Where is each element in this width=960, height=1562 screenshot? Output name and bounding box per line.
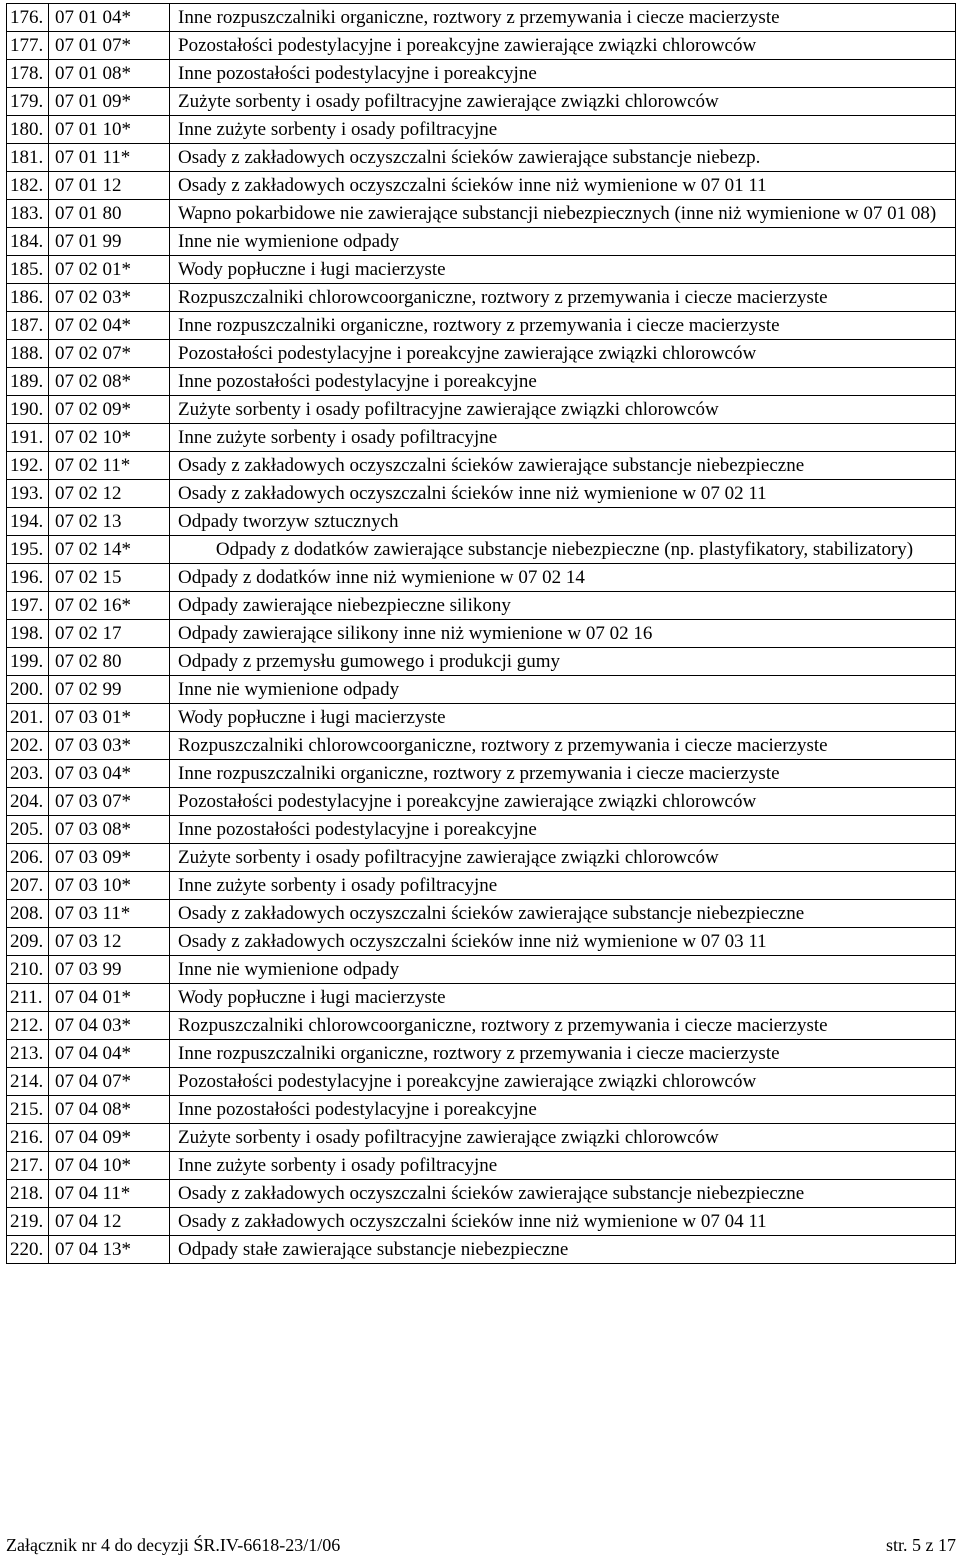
waste-description: Inne pozostałości podestylacyjne i poreakcyjne bbox=[170, 368, 956, 396]
waste-description: Odpady zawierające niebezpieczne silikony bbox=[170, 592, 956, 620]
waste-description: Odpady zawierające silikony inne niż wymienione w 07 02 16 bbox=[170, 620, 956, 648]
waste-code: 07 04 09* bbox=[49, 1124, 170, 1152]
waste-description: Osady z zakładowych oczyszczalni ścieków inne niż wymienione w 07 02 11 bbox=[170, 480, 956, 508]
row-number: 207. bbox=[7, 872, 49, 900]
waste-code: 07 02 15 bbox=[49, 564, 170, 592]
table-row bbox=[7, 284, 956, 312]
row-number: 215. bbox=[7, 1096, 49, 1124]
waste-code: 07 02 12 bbox=[49, 480, 170, 508]
waste-description: Pozostałości podestylacyjne i poreakcyjne zawierające związki chlorowców bbox=[170, 340, 956, 368]
row-number: 203. bbox=[7, 760, 49, 788]
table-row bbox=[7, 1180, 956, 1208]
waste-code: 07 01 10* bbox=[49, 116, 170, 144]
row-number: 206. bbox=[7, 844, 49, 872]
row-number: 195. bbox=[7, 536, 49, 564]
table-row bbox=[7, 676, 956, 704]
waste-code: 07 01 12 bbox=[49, 172, 170, 200]
table-row bbox=[7, 816, 956, 844]
waste-description: Wody popłuczne i ługi macierzyste bbox=[170, 256, 956, 284]
waste-description: Wapno pokarbidowe nie zawierające substancji niebezpiecznych (inne niż wymienione w 07 01 08) bbox=[170, 200, 956, 228]
waste-description: Odpady z przemysłu gumowego i produkcji gumy bbox=[170, 648, 956, 676]
row-number: 193. bbox=[7, 480, 49, 508]
waste-description: Inne zużyte sorbenty i osady pofiltracyjne bbox=[170, 1152, 956, 1180]
row-number: 202. bbox=[7, 732, 49, 760]
waste-code: 07 03 09* bbox=[49, 844, 170, 872]
waste-code: 07 02 11* bbox=[49, 452, 170, 480]
row-number: 200. bbox=[7, 676, 49, 704]
table-row bbox=[7, 592, 956, 620]
waste-code: 07 03 08* bbox=[49, 816, 170, 844]
waste-code: 07 03 03* bbox=[49, 732, 170, 760]
waste-description: Inne rozpuszczalniki organiczne, roztwory z przemywania i ciecze macierzyste bbox=[170, 1040, 956, 1068]
waste-description: Zużyte sorbenty i osady pofiltracyjne zawierające związki chlorowców bbox=[170, 88, 956, 116]
row-number: 181. bbox=[7, 144, 49, 172]
row-number: 191. bbox=[7, 424, 49, 452]
waste-description: Odpady z dodatków zawierające substancje niebezpieczne (np. plastyfikatory, stabilizatory) bbox=[170, 536, 956, 564]
row-number: 188. bbox=[7, 340, 49, 368]
row-number: 180. bbox=[7, 116, 49, 144]
waste-description: Pozostałości podestylacyjne i poreakcyjne zawierające związki chlorowców bbox=[170, 32, 956, 60]
waste-description: Osady z zakładowych oczyszczalni ścieków zawierające substancje niebezp. bbox=[170, 144, 956, 172]
table-row bbox=[7, 1096, 956, 1124]
waste-code: 07 01 08* bbox=[49, 60, 170, 88]
row-number: 201. bbox=[7, 704, 49, 732]
waste-code: 07 02 04* bbox=[49, 312, 170, 340]
table-row bbox=[7, 452, 956, 480]
table-row bbox=[7, 704, 956, 732]
table-row bbox=[7, 340, 956, 368]
row-number: 190. bbox=[7, 396, 49, 424]
waste-description: Inne rozpuszczalniki organiczne, roztwory z przemywania i ciecze macierzyste bbox=[170, 312, 956, 340]
row-number: 194. bbox=[7, 508, 49, 536]
waste-code: 07 03 11* bbox=[49, 900, 170, 928]
table-row bbox=[7, 1124, 956, 1152]
waste-description: Pozostałości podestylacyjne i poreakcyjne zawierające związki chlorowców bbox=[170, 788, 956, 816]
table-row bbox=[7, 844, 956, 872]
waste-code: 07 02 03* bbox=[49, 284, 170, 312]
row-number: 220. bbox=[7, 1236, 49, 1264]
table-row bbox=[7, 536, 956, 564]
row-number: 211. bbox=[7, 984, 49, 1012]
waste-description: Zużyte sorbenty i osady pofiltracyjne zawierające związki chlorowców bbox=[170, 396, 956, 424]
row-number: 210. bbox=[7, 956, 49, 984]
row-number: 196. bbox=[7, 564, 49, 592]
table-row bbox=[7, 788, 956, 816]
row-number: 209. bbox=[7, 928, 49, 956]
waste-code: 07 02 01* bbox=[49, 256, 170, 284]
waste-description: Wody popłuczne i ługi macierzyste bbox=[170, 984, 956, 1012]
footer-page-number: str. 5 z 17 bbox=[886, 1535, 956, 1555]
row-number: 178. bbox=[7, 60, 49, 88]
waste-description: Wody popłuczne i ługi macierzyste bbox=[170, 704, 956, 732]
table-row bbox=[7, 1236, 956, 1264]
table-row bbox=[7, 200, 956, 228]
table-row bbox=[7, 32, 956, 60]
waste-code: 07 02 17 bbox=[49, 620, 170, 648]
waste-description: Osady z zakładowych oczyszczalni ścieków inne niż wymienione w 07 01 11 bbox=[170, 172, 956, 200]
row-number: 184. bbox=[7, 228, 49, 256]
table-row bbox=[7, 928, 956, 956]
table-row bbox=[7, 564, 956, 592]
table-row bbox=[7, 956, 956, 984]
waste-description: Inne zużyte sorbenty i osady pofiltracyjne bbox=[170, 872, 956, 900]
waste-code: 07 04 12 bbox=[49, 1208, 170, 1236]
waste-code: 07 01 99 bbox=[49, 228, 170, 256]
waste-description: Zużyte sorbenty i osady pofiltracyjne zawierające związki chlorowców bbox=[170, 844, 956, 872]
waste-code: 07 02 14* bbox=[49, 536, 170, 564]
waste-description: Inne pozostałości podestylacyjne i poreakcyjne bbox=[170, 1096, 956, 1124]
table-row bbox=[7, 900, 956, 928]
row-number: 216. bbox=[7, 1124, 49, 1152]
table-row bbox=[7, 872, 956, 900]
row-number: 212. bbox=[7, 1012, 49, 1040]
waste-description: Inne pozostałości podestylacyjne i poreakcyjne bbox=[170, 816, 956, 844]
row-number: 177. bbox=[7, 32, 49, 60]
waste-description: Inne zużyte sorbenty i osady pofiltracyjne bbox=[170, 116, 956, 144]
waste-code: 07 04 07* bbox=[49, 1068, 170, 1096]
table-row bbox=[7, 648, 956, 676]
waste-code: 07 03 99 bbox=[49, 956, 170, 984]
waste-description: Inne nie wymienione odpady bbox=[170, 956, 956, 984]
waste-code: 07 01 09* bbox=[49, 88, 170, 116]
table-row bbox=[7, 1012, 956, 1040]
waste-code: 07 01 80 bbox=[49, 200, 170, 228]
waste-description: Osady z zakładowych oczyszczalni ścieków inne niż wymienione w 07 04 11 bbox=[170, 1208, 956, 1236]
waste-description: Inne pozostałości podestylacyjne i poreakcyjne bbox=[170, 60, 956, 88]
waste-code: 07 04 13* bbox=[49, 1236, 170, 1264]
row-number: 199. bbox=[7, 648, 49, 676]
row-number: 176. bbox=[7, 4, 49, 32]
table-row bbox=[7, 1040, 956, 1068]
waste-description: Osady z zakładowych oczyszczalni ścieków zawierające substancje niebezpieczne bbox=[170, 900, 956, 928]
waste-description: Osady z zakładowych oczyszczalni ścieków zawierające substancje niebezpieczne bbox=[170, 452, 956, 480]
row-number: 214. bbox=[7, 1068, 49, 1096]
table-row bbox=[7, 424, 956, 452]
waste-code: 07 01 04* bbox=[49, 4, 170, 32]
table-row bbox=[7, 508, 956, 536]
table-row bbox=[7, 88, 956, 116]
table-row bbox=[7, 4, 956, 32]
row-number: 197. bbox=[7, 592, 49, 620]
waste-code: 07 04 04* bbox=[49, 1040, 170, 1068]
waste-code: 07 02 10* bbox=[49, 424, 170, 452]
waste-description: Odpady stałe zawierające substancje niebezpieczne bbox=[170, 1236, 956, 1264]
row-number: 205. bbox=[7, 816, 49, 844]
row-number: 185. bbox=[7, 256, 49, 284]
table-row bbox=[7, 732, 956, 760]
row-number: 198. bbox=[7, 620, 49, 648]
row-number: 218. bbox=[7, 1180, 49, 1208]
waste-code: 07 03 01* bbox=[49, 704, 170, 732]
table-row bbox=[7, 172, 956, 200]
table-row bbox=[7, 620, 956, 648]
waste-code: 07 02 99 bbox=[49, 676, 170, 704]
table-body bbox=[7, 4, 956, 1264]
row-number: 187. bbox=[7, 312, 49, 340]
table-row bbox=[7, 1152, 956, 1180]
row-number: 183. bbox=[7, 200, 49, 228]
waste-code: 07 04 10* bbox=[49, 1152, 170, 1180]
table-row bbox=[7, 116, 956, 144]
waste-codes-table bbox=[6, 3, 956, 1264]
waste-code: 07 02 09* bbox=[49, 396, 170, 424]
waste-code: 07 03 07* bbox=[49, 788, 170, 816]
row-number: 189. bbox=[7, 368, 49, 396]
waste-description: Rozpuszczalniki chlorowcoorganiczne, roztwory z przemywania i ciecze macierzyste bbox=[170, 1012, 956, 1040]
waste-code: 07 04 03* bbox=[49, 1012, 170, 1040]
row-number: 219. bbox=[7, 1208, 49, 1236]
row-number: 208. bbox=[7, 900, 49, 928]
waste-description: Inne nie wymienione odpady bbox=[170, 676, 956, 704]
waste-code: 07 02 13 bbox=[49, 508, 170, 536]
waste-code: 07 02 16* bbox=[49, 592, 170, 620]
table-row bbox=[7, 1208, 956, 1236]
waste-description: Osady z zakładowych oczyszczalni ścieków inne niż wymienione w 07 03 11 bbox=[170, 928, 956, 956]
row-number: 217. bbox=[7, 1152, 49, 1180]
row-number: 182. bbox=[7, 172, 49, 200]
waste-description: Odpady tworzyw sztucznych bbox=[170, 508, 956, 536]
table-row bbox=[7, 144, 956, 172]
table-row bbox=[7, 368, 956, 396]
waste-description: Inne nie wymienione odpady bbox=[170, 228, 956, 256]
waste-code: 07 04 11* bbox=[49, 1180, 170, 1208]
waste-description: Inne rozpuszczalniki organiczne, roztwory z przemywania i ciecze macierzyste bbox=[170, 4, 956, 32]
waste-description: Odpady z dodatków inne niż wymienione w 07 02 14 bbox=[170, 564, 956, 592]
waste-code: 07 03 04* bbox=[49, 760, 170, 788]
waste-description: Zużyte sorbenty i osady pofiltracyjne zawierające związki chlorowców bbox=[170, 1124, 956, 1152]
waste-code: 07 04 08* bbox=[49, 1096, 170, 1124]
waste-code: 07 04 01* bbox=[49, 984, 170, 1012]
waste-description: Inne zużyte sorbenty i osady pofiltracyjne bbox=[170, 424, 956, 452]
waste-code: 07 03 12 bbox=[49, 928, 170, 956]
table-row bbox=[7, 256, 956, 284]
waste-description: Pozostałości podestylacyjne i poreakcyjne zawierające związki chlorowców bbox=[170, 1068, 956, 1096]
waste-description: Rozpuszczalniki chlorowcoorganiczne, roztwory z przemywania i ciecze macierzyste bbox=[170, 284, 956, 312]
table-row bbox=[7, 480, 956, 508]
waste-code: 07 02 08* bbox=[49, 368, 170, 396]
waste-description: Inne rozpuszczalniki organiczne, roztwory z przemywania i ciecze macierzyste bbox=[170, 760, 956, 788]
waste-code: 07 03 10* bbox=[49, 872, 170, 900]
row-number: 204. bbox=[7, 788, 49, 816]
row-number: 179. bbox=[7, 88, 49, 116]
row-number: 186. bbox=[7, 284, 49, 312]
table-row bbox=[7, 228, 956, 256]
waste-code: 07 02 80 bbox=[49, 648, 170, 676]
table-row bbox=[7, 1068, 956, 1096]
waste-description: Rozpuszczalniki chlorowcoorganiczne, roztwory z przemywania i ciecze macierzyste bbox=[170, 732, 956, 760]
table-row bbox=[7, 396, 956, 424]
row-number: 192. bbox=[7, 452, 49, 480]
table-row bbox=[7, 60, 956, 88]
table-row bbox=[7, 760, 956, 788]
table-row bbox=[7, 312, 956, 340]
waste-code: 07 01 07* bbox=[49, 32, 170, 60]
waste-code: 07 01 11* bbox=[49, 144, 170, 172]
table-row bbox=[7, 984, 956, 1012]
footer-document-reference: Załącznik nr 4 do decyzji ŚR.IV-6618-23/1/06 bbox=[6, 1535, 341, 1555]
waste-description: Osady z zakładowych oczyszczalni ścieków zawierające substancje niebezpieczne bbox=[170, 1180, 956, 1208]
row-number: 213. bbox=[7, 1040, 49, 1068]
waste-code: 07 02 07* bbox=[49, 340, 170, 368]
